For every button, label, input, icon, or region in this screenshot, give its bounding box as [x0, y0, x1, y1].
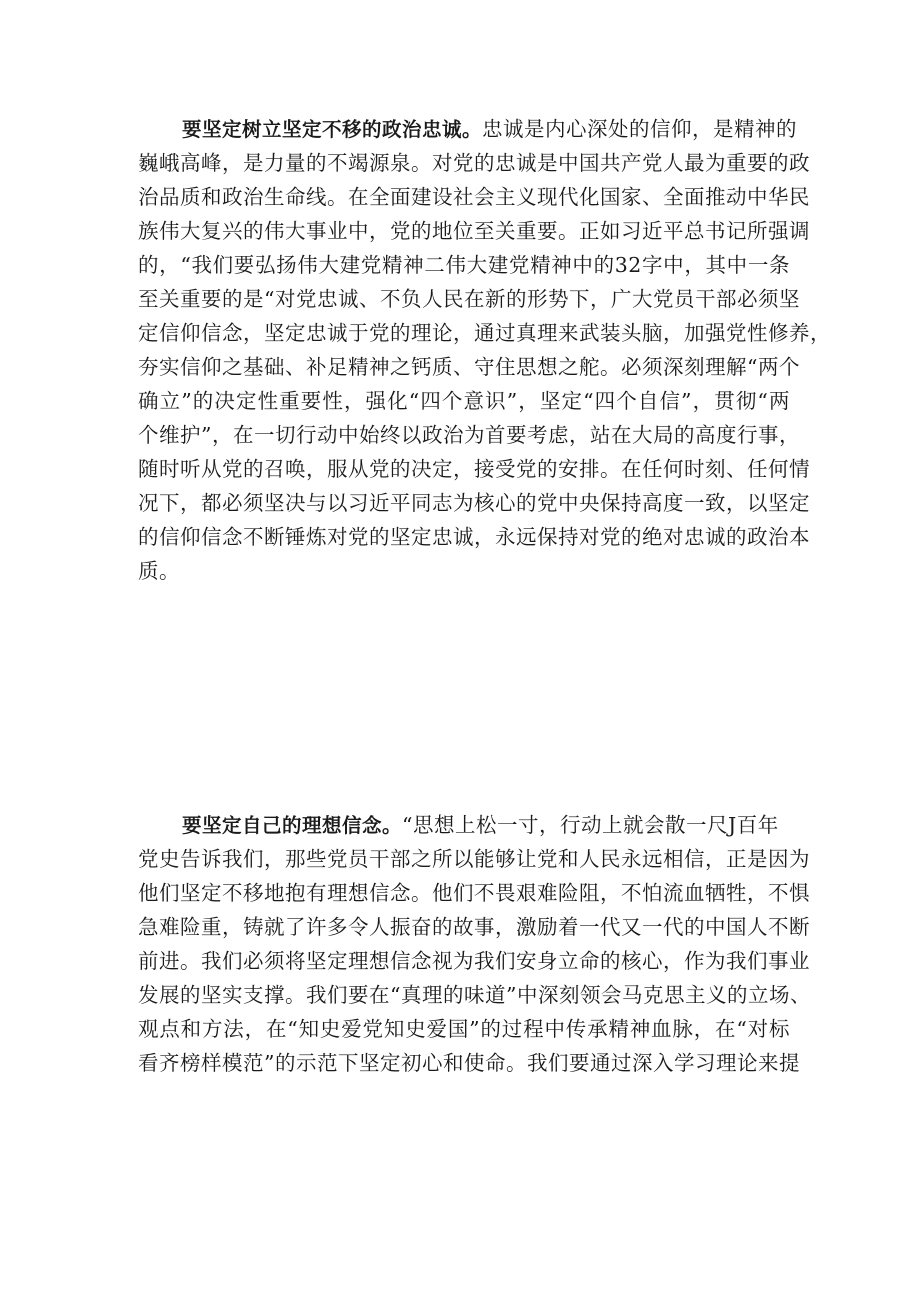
text-line: 至关重要的是“对党忠诚、不负人民在新的形势下，广大党员干部必须坚	[138, 287, 800, 311]
paragraph-lead-heading: 要坚定树立坚定不移的政治忠诚。	[182, 118, 483, 141]
text-line: 他们坚定不移地抱有理想信念。他们不畏艰难险阻，不怕流血牺牲，不惧	[138, 881, 810, 905]
text-line: 随时听从党的召唤，服从党的决定，接受党的安排。在任何时刻、任何情	[138, 457, 810, 481]
text-line: 观点和方法，在“知史爱党知史爱国”的过程中传承精神血脉，在“对标	[138, 1017, 790, 1041]
text-line: 党史告诉我们，那些党员干部之所以能够让党和人民永远相信，正是因为	[138, 847, 810, 871]
text-line: 个维护”，在一切行动中始终以政治为首要考虑，站在大局的高度行事，	[138, 423, 800, 447]
text-line: 确立”的决定性重要性，强化“四个意识”，坚定“四个自信”，贯彻“两	[138, 389, 790, 413]
paragraph-first-line	[182, 808, 779, 842]
text-line: “思想上松一寸，行动上就会散一尺J百年	[402, 813, 779, 837]
paragraph-political-loyalty	[138, 112, 831, 772]
text-line: 治品质和政治生命线。在全面建设社会主义现代化国家、全面推动中华民	[138, 185, 810, 209]
text-line: 定信仰信念，坚定忠诚于党的理论，通过真理来武装头脑，加强党性修养，	[138, 321, 831, 345]
paragraph-lead-heading: 要坚定自己的理想信念。	[182, 814, 403, 837]
text-line: 族伟大复兴的伟大事业中，党的地位至关重要。正如习近平总书记所强调	[138, 219, 810, 243]
text-line: 发展的坚实支撑。我们要在“真理的味道”中深刻领会马克思主义的立场、	[138, 983, 811, 1007]
text-line: 的信仰信念不断锤炼对党的坚定忠诚，永远保持对党的绝对忠诚的政治本	[138, 525, 810, 549]
text-line: 前进。我们必须将坚定理想信念视为我们安身立命的核心，作为我们事业	[138, 949, 810, 973]
paragraph-first-line	[182, 112, 797, 146]
text-line: 急难险重，铸就了许多令人振奋的故事，激励着一代又一代的中国人不断	[138, 915, 810, 939]
paragraph-ideals-beliefs	[138, 808, 811, 1188]
text-line: 巍峨高峰，是力量的不竭源泉。对党的忠诚是中国共产党人最为重要的政	[138, 151, 810, 175]
text-line: 忠诚是内心深处的信仰，是精神的	[482, 117, 798, 141]
text-line: 质。	[138, 559, 180, 583]
text-line: 的，“我们要弘扬伟大建党精神二伟大建党精神中的32字中，其中一条	[138, 253, 790, 277]
text-line: 看齐榜样模范”的示范下坚定初心和使命。我们要通过深入学习理论来提	[138, 1051, 800, 1075]
text-line: 夯实信仰之基础、补足精神之钙质、守住思想之舵。必须深刻理解“两个	[138, 355, 800, 379]
text-line: 况下，都必须坚决与以习近平同志为核心的党中央保持高度一致，以坚定	[138, 491, 810, 515]
